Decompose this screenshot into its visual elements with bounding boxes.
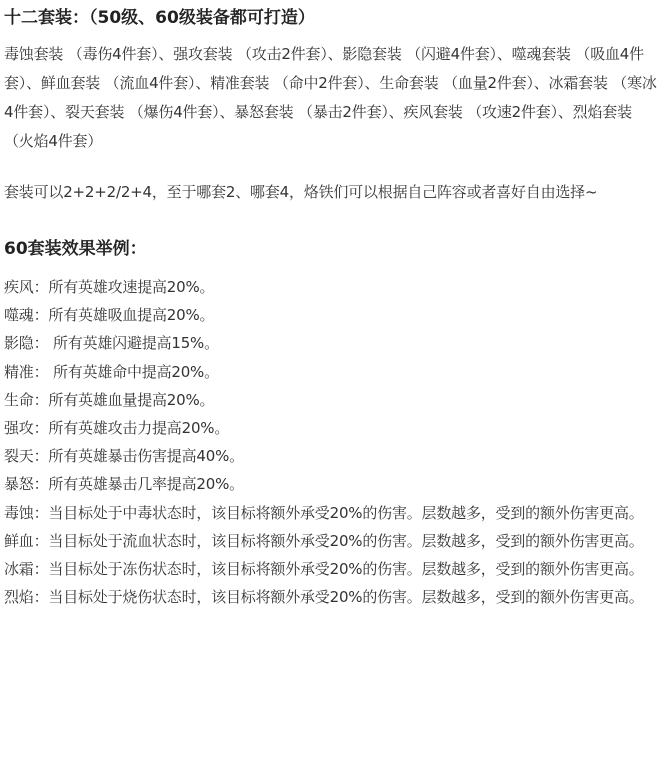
effect-item-jifeng: 疾风：所有英雄攻速提高20%。 — [4, 278, 215, 296]
effect-item-xianxue: 鲜血：当目标处于流血状态时，该目标将额外承受20%的伤害。层数越多，受到的额外伤害更高。 — [4, 531, 644, 550]
effect-item-bingshuang: 冰霜：当目标处于冻伤状态时，该目标将额外承受20%的伤害。层数越多，受到的额外伤害更高。 — [4, 560, 644, 579]
section-heading-effects: 60套装效果举例： — [4, 239, 147, 259]
section-heading-sets: 十二套装：（50级、60级装备都可打造） — [4, 8, 315, 28]
effect-item-qianggong: 强攻：所有英雄攻击力提高20%。 — [4, 419, 230, 438]
combo-rule-paragraph: 套装可以2+2+2/2+4，至于哪套2、哪套4，烙铁们可以根据自己阵容或者喜好自由选择~ — [4, 183, 598, 201]
effect-item-shihun: 噬魂：所有英雄吸血提高20%。 — [4, 306, 215, 325]
effect-item-yingyin: 影隐： 所有英雄闪避提高15%。 — [4, 334, 219, 353]
sets-list-paragraph: 毒蚀套装 （毒伤4件套）、强攻套装 （攻击2件套）、影隐套装 （闪避4件套）、噬魂套装 （吸血4件套）、鲜血套装 （流血4件套）、精准套装 （命中2件套）、生命套装 （血量2件套）、冰霜套装 （寒冰4件套）、裂天套装 （爆伤4件套）、暴怒套装 （暴击2件套）、疾风套装 （攻速2件套）、烈焰套装 （火焰4件套） — [4, 45, 657, 150]
article-body — [0, 4, 664, 611]
effect-item-dushi: 毒蚀：当目标处于中毒状态时，该目标将额外承受20%的伤害。层数越多，受到的额外伤害更高。 — [4, 503, 644, 522]
effects-list — [4, 273, 658, 611]
effect-item-jingzhun: 精准： 所有英雄命中提高20%。 — [4, 362, 219, 381]
effect-item-baonu: 暴怒：所有英雄暴击几率提高20%。 — [4, 475, 244, 494]
effect-item-lietian: 裂天：所有英雄暴击伤害提高40%。 — [4, 447, 244, 466]
effect-item-lieyan: 烈焰：当目标处于烧伤状态时，该目标将额外承受20%的伤害。层数越多，受到的额外伤害更高。 — [4, 588, 644, 607]
effect-item-shengming: 生命：所有英雄血量提高20%。 — [4, 390, 215, 409]
